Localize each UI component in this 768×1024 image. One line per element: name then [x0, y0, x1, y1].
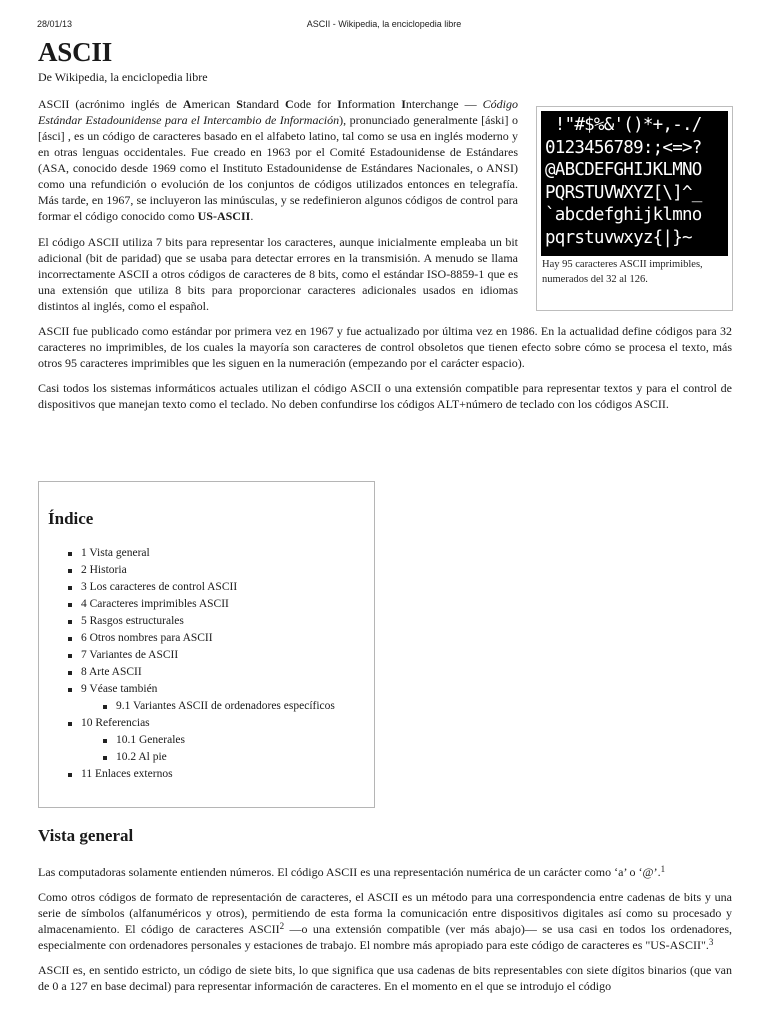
toc-item[interactable]: 2 Historia	[67, 562, 335, 579]
text-run-bold: S	[236, 97, 243, 111]
toc-item[interactable]: 10.1 Generales	[102, 732, 335, 749]
intro-paragraph-4: Casi todos los sistemas informáticos actuales utilizan el código ASCII o una extensión compatible para representar textos y para el control de dispositivos que manejan texto como el teclado. No deben confundirse los códigos ALT+número de teclado con los códigos ASCII.	[38, 381, 732, 411]
text-run: Como otros códigos de formato de representación de caracteres, el ASCII es un método para una correspondencia entre cadenas de bits y una serie de símbolos (alfanuméricos y otros), permitiendo de esta forma la comunicación entre dispositivos digitales así como su procesado y almacenamiento. El código de caracteres ASCII	[38, 890, 732, 936]
text-run: merican	[191, 97, 237, 111]
text-run-bold: C	[285, 97, 294, 111]
vista-paragraph-2	[38, 889, 732, 953]
intro-paragraph-1	[38, 96, 518, 224]
footnote-ref[interactable]: 2	[279, 921, 285, 931]
print-date: 28/01/13	[37, 19, 73, 29]
page-subtitle: De Wikipedia, la enciclopedia libre	[38, 70, 208, 84]
intro-paragraph-2: El código ASCII utiliza 7 bits para representar los caracteres, aunque inicialmente empleaba un bit adicional (bit de paridad) que se usaba para detectar errores en la transmisión. A menudo se llama incorrectamente ASCII a otros códigos de caracteres de 8 bits, como el estándar ISO-8859-1 que es una extensión que utiliza 8 bits para proporcionar caracteres adicionales usados en idiomas distintos al inglés, como el español.	[38, 235, 518, 313]
text-run: nformation	[341, 97, 402, 111]
toc-item[interactable]: 9 Véase también	[67, 681, 335, 698]
print-header	[37, 19, 731, 33]
toc-item[interactable]: 11 Enlaces externos	[67, 766, 335, 783]
toc-item[interactable]: 4 Caracteres imprimibles ASCII	[67, 596, 335, 613]
ascii-row: PQRSTUVWXYZ[\]^_	[545, 182, 702, 203]
ascii-row: @ABCDEFGHIJKLMNO	[545, 160, 702, 180]
vista-paragraph-1	[38, 864, 732, 880]
toc-item[interactable]: 6 Otros nombres para ASCII	[67, 630, 335, 647]
text-run: Las computadoras solamente entienden números. El código ASCII es una representación numérica de un carácter como ‘a’ o ‘@’.	[38, 865, 661, 879]
infobox	[536, 106, 733, 311]
ascii-row: pqrstuvwxyz{|}~	[545, 227, 692, 248]
text-run: ode for	[293, 97, 338, 111]
intro-paragraph-3: ASCII fue publicado como estándar por primera vez en 1967 y fue actualizado por última vez en 1986. En la actualidad define códigos para 32 caracteres no imprimibles, de los cuales la mayoría son caracteres de control obsoletos que tienen efecto sobre cómo se procesa el texto, más otros 95 caracteres imprimibles que les siguen en la numeración (empezando por el carácter espacio).	[38, 324, 732, 370]
footnote-ref[interactable]: 3	[708, 937, 714, 947]
text-run-bold: I	[401, 97, 406, 111]
toc-title: Índice	[48, 509, 94, 528]
text-run-bold: A	[182, 97, 192, 111]
text-run: .	[250, 209, 254, 223]
section-vista-general	[38, 864, 732, 1003]
text-run: ), pronunciado generalmente [áski] o [ásci] , es un código de caracteres basado en el alfabeto latino, tal como se usa en inglés moderno y en otras lenguas occidentales. Fue creado en 1963 por el Comité Estadounidense de Estándares (ASA, conocido desde 1969 como el Instituto Estadounidense de Estándares Nacionales, o ANSI) como una refundición o evolución de los conjuntos de códigos utilizados entonces en telegrafía. Más tarde, en 1967, se incluyeron las minúsculas, y se redefinieron algunos códigos de control para formar el código conocido como	[38, 113, 518, 223]
toc-item[interactable]: 3 Los caracteres de control ASCII	[67, 579, 335, 596]
text-run-italic: Código Estándar Estadounidense para el Intercambio de Información	[38, 97, 518, 127]
toc-item[interactable]: 7 Variantes de ASCII	[67, 647, 335, 664]
table-of-contents	[38, 481, 375, 808]
toc-item[interactable]: 10.2 Al pie	[102, 749, 335, 766]
text-run: ASCII (acrónimo inglés de	[38, 97, 183, 111]
ascii-row: 0123456789:;<=>?	[545, 137, 702, 158]
infobox-caption: Hay 95 caracteres ASCII imprimibles, numerados del 32 al 126.	[542, 259, 703, 285]
text-run-bold: US-ASCII	[197, 209, 251, 223]
ascii-row: !"#$%&'()*+,-./	[545, 115, 702, 135]
ascii-characters-image[interactable]	[541, 111, 728, 256]
text-run: tandard	[242, 97, 286, 111]
toc-item[interactable]: 5 Rasgos estructurales	[67, 613, 335, 630]
toc-item[interactable]: 9.1 Variantes ASCII de ordenadores específicos	[102, 698, 335, 715]
toc-item[interactable]: 8 Arte ASCII	[67, 664, 335, 681]
toc-list	[67, 545, 335, 783]
text-run: nterchange —	[405, 97, 483, 111]
toc-item[interactable]: 10 Referencias	[67, 715, 335, 732]
section-heading-vista-general: Vista general	[38, 826, 134, 845]
footnote-ref[interactable]: 1	[660, 864, 666, 874]
page-title: ASCII	[38, 37, 113, 67]
toc-item[interactable]: 1 Vista general	[67, 545, 335, 562]
vista-paragraph-3: ASCII es, en sentido estricto, un código de siete bits, lo que significa que usa cadenas de bits representables con siete dígitos binarios (que van de 0 a 127 en base decimal) para representar información de caracteres. En el momento en el que se introdujo el código	[38, 963, 732, 993]
text-run-bold: I	[337, 97, 342, 111]
text-run: —o una extensión compatible (ver más abajo)— se usa casi en todos los ordenadores, especialmente con ordenadores personales y estaciones de trabajo. El nombre más apropiado para este código de caracteres es "US-ASCII".	[38, 922, 732, 952]
print-title: ASCII - Wikipedia, la enciclopedia libre	[306, 19, 462, 29]
ascii-row: `abcdefghijklmno	[545, 205, 702, 225]
